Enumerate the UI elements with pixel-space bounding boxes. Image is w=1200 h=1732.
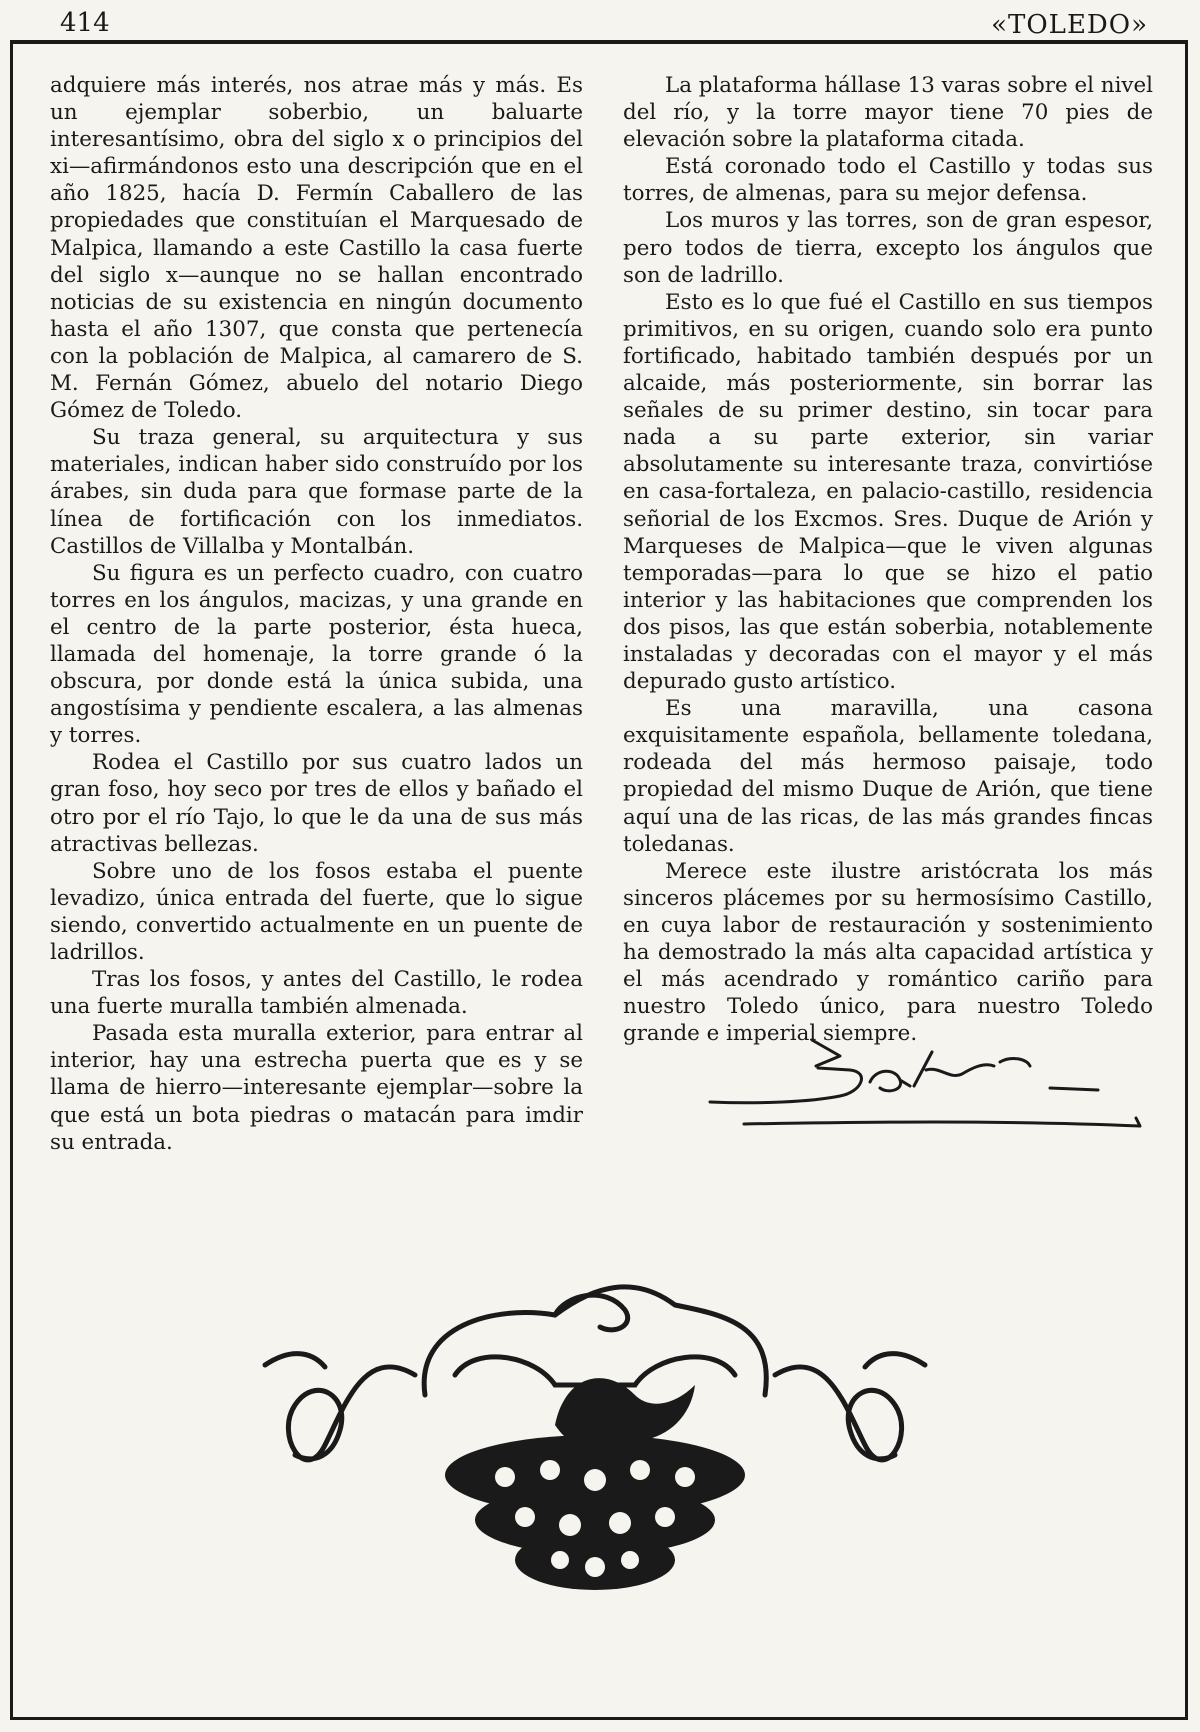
right-paragraph-4: Esto es lo que fué el Castillo en sus tiempos primitivos, en su origen, cuando solo era punto fortificado, habitado también después por un alcaide, más posteriormente, sin borrar las señales de su primer destino, sin tocar para nada a su parte exterior, sin variar absolutamente su interesante traza, convirtióse en casa-fortaleza, en palacio-castillo, residencia señorial de los Excmos. Sres. Duque de Arión y Marqueses de Malpica—que le viven algunas temporadas—para lo que se hizo el patio interior y las habitaciones que comprenden los dos pisos, las que están soberbia, notablemente instaladas y decoradas con el mayor y el más depurado gusto artístico. [623, 289, 1153, 695]
left-paragraph-7: Pasada esta muralla exterior, para entrar al interior, hay una estrecha puerta que es y se llama de hierro—interesante ejemplar—sobre la que está un bota piedras o matacán para imdir su entrada. [50, 1021, 583, 1155]
left-paragraph-5: Sobre uno de los fosos estaba el puente levadizo, única entrada del fuerte, que lo sigue siendo, convertido actualmente en un puente de ladrillos. [50, 858, 583, 965]
left-paragraph-6: Tras los fosos, y antes del Castillo, le rodea una fuerte muralla también almenada. [50, 967, 583, 1020]
left-column [50, 72, 583, 1156]
scroll-wreath-ornament-icon [255, 1255, 935, 1615]
page-number: 414 [60, 8, 110, 38]
running-head: «TOLEDO» [991, 10, 1148, 40]
right-column [623, 72, 1153, 1047]
left-paragraph-1: adquiere más interés, nos atrae más y más. Es un ejemplar soberbio, un baluarte interesantísimo, obra del siglo x o principios del xi—afirmándonos esto una descripción que en el año 1825, hacía D. Fermín Caballero de las propiedades que constituían el Marquesado de Malpica, llamando a este Castillo la casa fuerte del siglo x—aunque no se hallan encontrado noticias de su existencia en ningún documento hasta el año 1307, que consta que pertenecía con la población de Malpica, al camarero de S. M. Fernán Gómez, abuelo del notario Diego Gómez de Toledo. [50, 73, 583, 424]
left-paragraph-2: Su traza general, su arquitectura y sus materiales, indican haber sido construído por los árabes, sin duda para que formase parte de la línea de fortificación con los inmediatos. Castillos de Villalba y Montalbán. [50, 425, 583, 559]
left-paragraph-4: Rodea el Castillo por sus cuatro lados un gran foso, hoy seco por tres de ellos y bañado el otro por el río Tajo, lo que le da una de sus más atractivas bellezas. [50, 750, 583, 857]
left-paragraph-3: Su figura es un perfecto cuadro, con cuatro torres en los ángulos, macizas, y una grande en el centro de la parte posterior, ésta hueca, llamada del homenaje, la torre grande ó la obscura, por donde está la única subida, una angostísima y pendiente escalera, a las almenas y torres. [50, 560, 583, 749]
handwritten-signature-icon [700, 1030, 1160, 1150]
right-paragraph-5: Es una maravilla, una casona exquisitamente española, bellamente toledana, rodeada del más hermoso paisaje, todo propiedad del mismo Duque de Arión, que tiene aquí una de las ricas, de las más grandes fincas toledanas. [623, 696, 1153, 857]
right-paragraph-6: Merece este ilustre aristócrata los más sinceros plácemes por su hermosísimo Castillo, en cuya labor de restauración y sostenimiento ha demostrado la más alta capacidad artística y el más acendrado y romántico cariño para nuestro Toledo único, para nuestro Toledo grande e imperial siempre. [623, 858, 1153, 1047]
right-paragraph-3: Los muros y las torres, son de gran espesor, pero todos de tierra, excepto los ángulos que son de ladrillo. [623, 208, 1153, 288]
right-paragraph-2: Está coronado todo el Castillo y todas sus torres, de almenas, para su mejor defensa. [623, 154, 1153, 207]
right-paragraph-1: La plataforma hállase 13 varas sobre el nivel del río, y la torre mayor tiene 70 pies de elevación sobre la plataforma citada. [623, 73, 1153, 153]
